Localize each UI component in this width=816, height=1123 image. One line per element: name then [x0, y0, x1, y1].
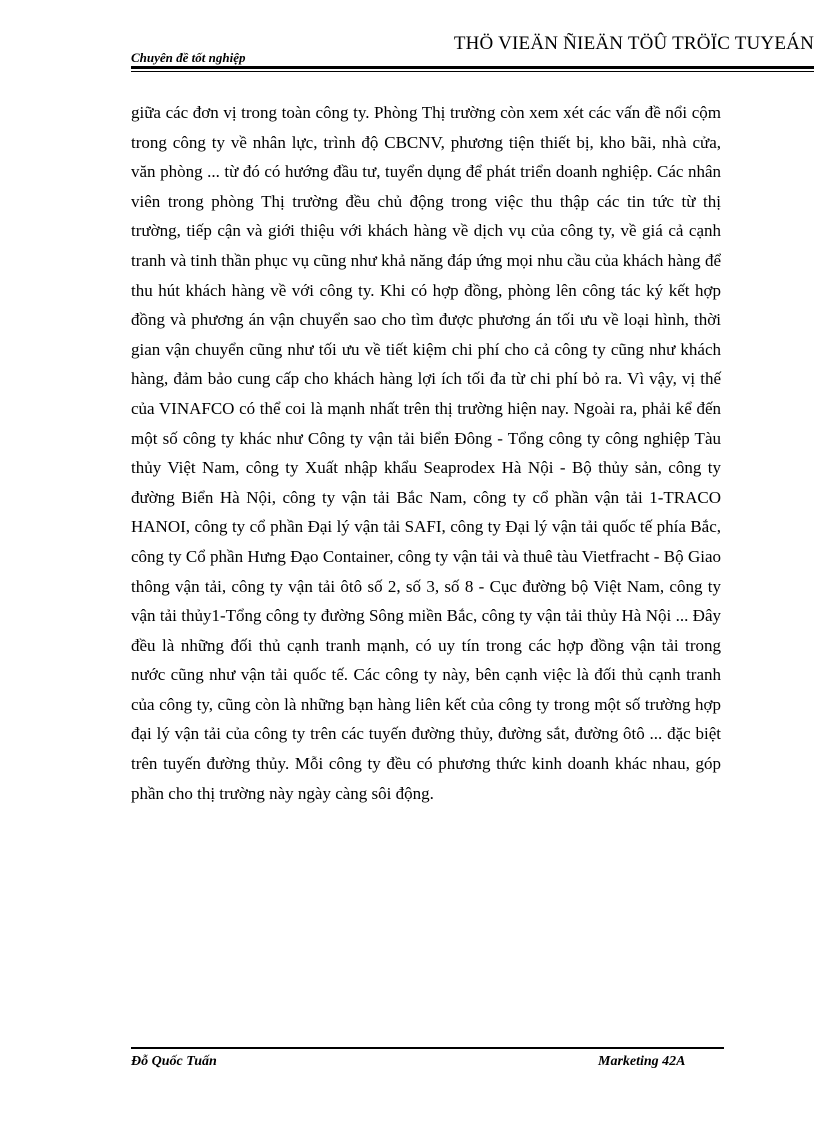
- footer-class: Marketing 42A: [598, 1054, 686, 1069]
- footer-divider: [131, 1047, 724, 1049]
- body-paragraph: giữa các đơn vị trong toàn công ty. Phòng Thị trường còn xem xét các vấn đề nổi cộm trong công ty về nhân lực, trình độ CBCNV, phương tiện thiết bị, kho bãi, nhà cửa, văn phòng ... từ đó có hướng đầu tư, tuyển dụng để phát triển doanh nghiệp. Các nhân viên trong phòng Thị trường đều chủ động trong việc thu thập các tin tức từ thị trường, tiếp cận và giới thiệu với khách hàng về dịch vụ của công ty, về giá cả cạnh tranh và tinh thần phục vụ cũng như khả năng đáp ứng mọi nhu cầu của khách hàng để thu hút khách hàng về với công ty. Khi có hợp đồng, phòng lên công tác ký kết hợp đồng và phương án vận chuyển sao cho tìm được phương án tối ưu về loại hình, thời gian vận chuyển cũng như tối ưu về tiết kiệm chi phí cho cả công ty cũng như khách hàng, đảm bảo cung cấp cho khách hàng lợi ích tối đa từ chi phí bỏ ra. Vì vậy, vị thế của VINAFCO có thể coi là mạnh nhất trên thị trường hiện nay. Ngoài ra, phải kể đến một số công ty khác như Công ty vận tải biển Đông - Tổng công ty công nghiệp Tàu thủy Việt Nam, công ty Xuất nhập khẩu Seaprodex Hà Nội - Bộ thủy sản, công ty đường Biển Hà Nội, công ty vận tải Bắc Nam, công ty cổ phần vận tải 1-TRACO HANOI, công ty cổ phần Đại lý vận tải SAFI, công ty Đại lý vận tải quốc tế phía Bắc, công ty Cổ phần Hưng Đạo Container, công ty vận tải và thuê tàu Vietfracht - Bộ Giao thông vận tải, công ty vận tải ôtô số 2, số 3, số 8 - Cục đường bộ Việt Nam, công ty vận tải thủy1-Tổng công ty đường Sông miền Bắc, công ty vận tải thủy Hà Nội ... Đây đều là những đối thủ cạnh tranh mạnh, có uy tín trong các hợp đồng vận tải trong nước cũng như vận tải quốc tế. Các công ty này, bên cạnh việc là đối thủ cạnh tranh của công ty, cũng còn là những bạn hàng liên kết của công ty trong một số trường hợp đại lý vận tải của công ty trên các tuyến đường thủy, đường sắt, đường ôtô ... đặc biệt trên tuyến đường thủy. Mỗi công ty đều có phương thức kinh doanh khác nhau, góp phần cho thị trường này ngày càng sôi động.: [131, 103, 721, 803]
- header-divider: [131, 66, 814, 69]
- header-library-banner: THÖ VIEÄN ÑIEÄN TÖÛ TRÖÏC TUYEÁN: [453, 33, 814, 54]
- footer-author: Đỗ Quốc Tuấn: [131, 1054, 217, 1069]
- header-divider-thin: [131, 71, 814, 72]
- header-topic: Chuyên đề tốt nghiệp: [131, 50, 246, 65]
